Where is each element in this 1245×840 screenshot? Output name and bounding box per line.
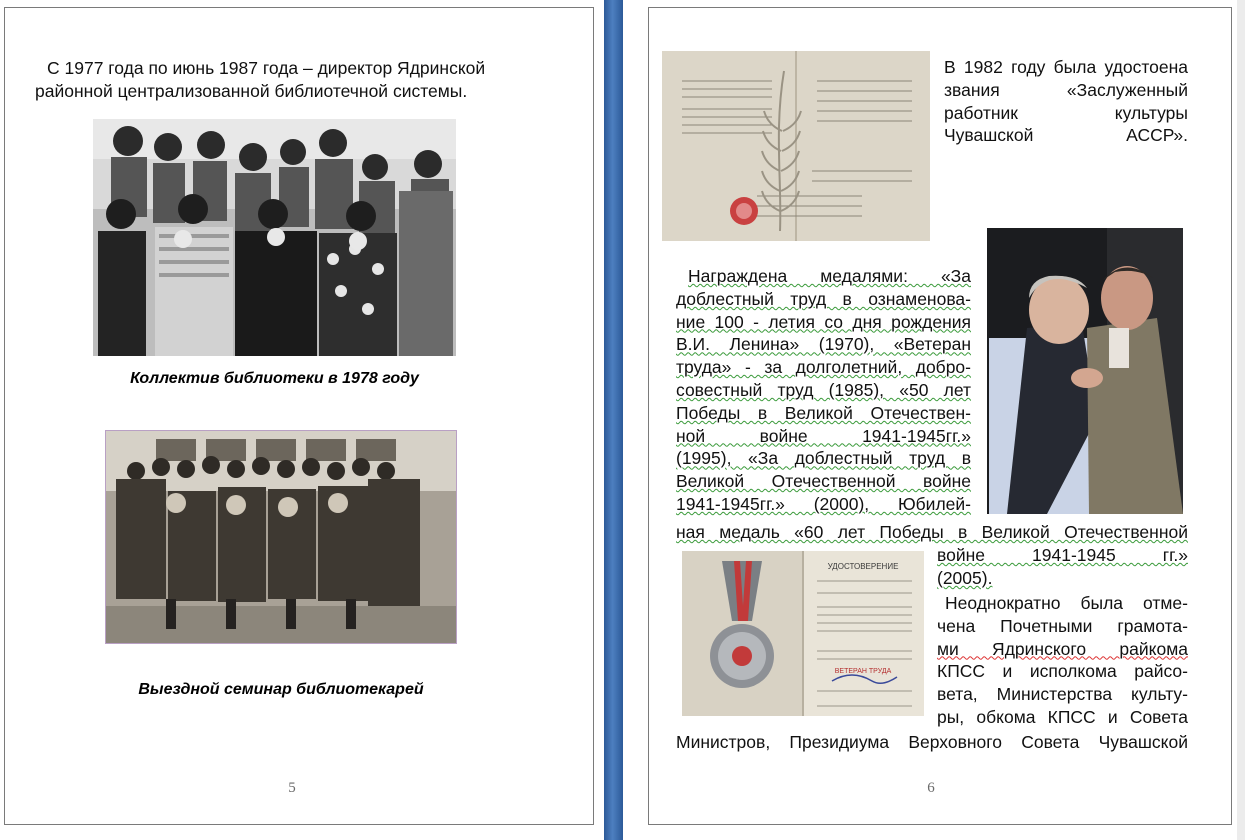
medals-line: ной войне 1941-1945гг.» <box>676 425 971 446</box>
photo-library-staff-1978 <box>93 119 456 356</box>
pages-gutter <box>604 0 623 840</box>
photo-seminar <box>105 430 457 644</box>
medals-line: Великой Отечественной войне <box>676 471 971 492</box>
medals-line: Награждена медалями: «За <box>688 266 971 286</box>
medals-line: труда» - за долголетний, добро- <box>676 357 971 378</box>
honors-line: Неоднократно была отме- <box>945 593 1188 613</box>
photo-caption-1: Коллектив библиотеки в 1978 году <box>130 370 419 387</box>
medals-line: (1995), «За доблестный труд в <box>676 448 971 469</box>
medals-paragraph <box>676 265 971 516</box>
photo-award-ceremony <box>987 228 1183 514</box>
medals-line: доблестный труд в ознаменова- <box>676 288 971 309</box>
window-edge <box>1237 0 1245 840</box>
medal-certificate-image <box>682 551 924 716</box>
medals-line: совестный труд (1985), «50 лет <box>676 379 971 400</box>
medals-line: Победы в Великой Отечествен- <box>676 402 971 423</box>
page-5 <box>4 7 594 825</box>
medals-line: В.И. Ленина» (1970), «Ветеран <box>676 334 971 355</box>
medals-tail-line: войне 1941-1945 гг.» <box>937 545 1188 565</box>
honors-wide-line: Министров, Президиума Верховного Совета Чувашской <box>676 732 1188 752</box>
page-number-6: 6 <box>927 780 935 796</box>
certificate-medal-text: ВЕТЕРАН ТРУДА <box>834 668 892 675</box>
honors-line: чена Почетными грамота- <box>937 615 1188 636</box>
photo-caption-2: Выездной семинар библиотекарей <box>138 681 424 698</box>
certificate-document-image <box>662 51 930 241</box>
medals-line: ние 100 - летия со дня рождения <box>676 311 971 332</box>
honorary-title-paragraph: В 1982 году была удостоена звания «Заслуженный работник культуры Чувашской АССР». <box>944 57 1188 146</box>
page-6 <box>648 7 1232 825</box>
honors-line: ры, обкома КПСС и Совета <box>937 706 1188 727</box>
honors-line: вета, Министерства культу- <box>937 684 1188 705</box>
medals-wide-line: ная медаль «60 лет Победы в Великой Отечественной <box>676 522 1188 542</box>
honors-paragraph <box>937 592 1188 729</box>
honors-line: КПСС и исполкома райсо- <box>937 661 1188 682</box>
medals-tail-end: (2005). <box>937 568 993 588</box>
honors-line: ми Ядринского райкома <box>937 638 1188 659</box>
intro-paragraph: С 1977 года по июнь 1987 года – директор Ядринской районной централизованной библиотечной системы. <box>35 58 486 101</box>
medals-line: 1941-1945гг.» (2000), Юбилей- <box>676 493 971 514</box>
page-number-5: 5 <box>288 780 296 796</box>
certificate-heading-text: УДОСТОВЕРЕНИЕ <box>827 562 899 571</box>
